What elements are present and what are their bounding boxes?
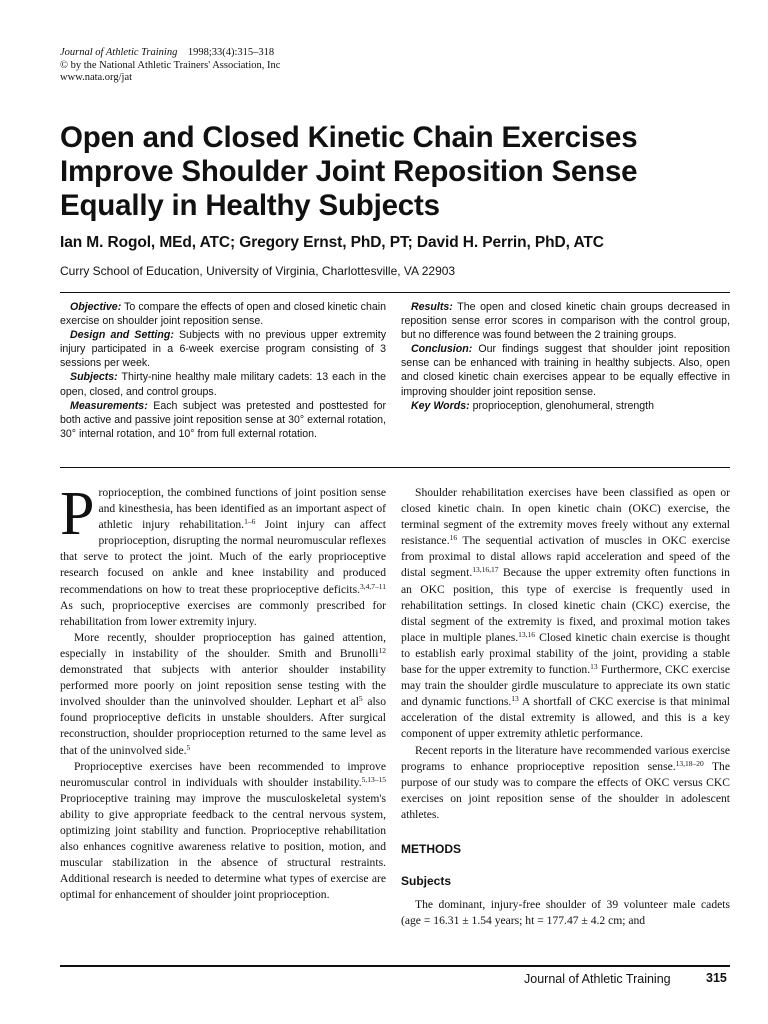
abstract-label: Key Words [411,399,467,412]
abstract-label: Design and Setting [70,329,171,342]
footer-rule [60,965,730,967]
abstract-label: Conclusion [411,343,469,356]
abstract-label: Results [411,301,450,313]
journal-url: www.nata.org/jat [60,72,133,83]
copyright: © by the National Athletic Trainers' Association, Inc [60,59,281,71]
affiliation: Curry School of Education, University of Virginia, Charlottesville, VA 22903 [60,264,456,278]
section-heading-methods: METHODS [401,841,461,856]
abstract-subjects: Subjects: Thirty-nine healthy male military cadets: 13 each in the open, closed, and control groups. [60,371,386,398]
intro-paragraph: Proprioception, the combined functions of joint position sense and kinesthesia, has been identified as an important aspect of athletic injury rehabilitation.$^{1-6}$ Joint injury can affect proprioception, disrupting the normal neuromuscular reflexes that serve to protect the joint. Much of the early proprioceptive research focused on ankle and knee instability and produced recommendations on how to treat these proprioceptive deficits.$^{3,4,7-11}$ As such, proprioceptive exercises are commonly prescribed for rehabilitation from lower extremity injury. [60,480,386,628]
title-line: Open and Closed Kinetic Chain Exercises [60,121,638,154]
abstract-label: Subjects [70,371,115,384]
abstract-right-column [401,300,730,413]
abstract-conclusion: Conclusion: Our findings suggest that shoulder joint reposition sense can be enhanced with training in healthy subjects. Also, open and closed kinetic chain exercises appear to be equally effective in improving shoulder joint reposition sense. [401,343,730,398]
abstract-label: Measurements [70,399,145,412]
abstract-top-rule [60,292,730,293]
abstract-left-column [60,300,386,441]
citation-line [60,47,280,60]
abstract-design: Design and Setting: Subjects with no previous upper extremity injury participated in a 6-week exercise program consisting of 3 sessions per week. [60,329,386,370]
masthead [60,47,280,85]
page-number: 315 [706,971,727,985]
authors: Ian M. Rogol, MEd, ATC; Gregory Ernst, PhD, PT; David H. Perrin, PhD, ATC [60,234,604,251]
body-paragraph: Shoulder rehabilitation exercises have been classified as open or closed kinetic chain. In open kinetic chain (OKC) exercise, the terminal segment of the extremity moves freely without any external resistance.$^{16}$ The sequential activation of muscles in OKC exercise from proximal to distal allows rapid acceleration and speed of the distal segment.$^{13,16,17}$ Because the upper extremity often functions in an OKC position, this type of exercise is frequently used in rehabilitation settings. In closed kinetic chain (CKC) exercise, the distal segment of the extremity is fixed, and proximal motion takes place in multiple planes.$^{13,16}$ Closed kinetic chain exercise is thought to establish early proximal stability of the joint, providing a stable base for the upper extremity to function.$^{13}$ Furthermore, CKC exercise may train the shoulder girdle musculature to appreciate its own static and dynamic functions.$^{13}$ A shortfall of CKC exercise is that minimal acceleration of the distal extremity is allowed, and this is a key component of upper extremity athletic performance. [401,486,731,741]
abstract-objective: Objective: To compare the effects of open and closed kinetic chain exercise on shoulder joint reposition sense. [60,301,386,328]
abstract-label: Objective [70,301,118,313]
body-paragraph: More recently, shoulder proprioception has gained attention, especially in instability of the shoulder. Smith and Brunolli$^{12}$ demonstrated that subjects with anterior shoulder instability performed more poorly on joint reposition sense testing with the involved shoulder than the uninvolved shoulder. Lephart et $al^5$ also found proprioceptive deficits in unstable shoulders. After surgical reconstruction, shoulder proprioception returned to the same level as that of the uninvolved side.$^5$ [60,630,386,757]
abstract-measurements: Measurements: Each subject was pretested and posttested for both active and passive joint reposition sense at 30° external rotation, 30° internal rotation, and 10° from full external rotation. [60,399,386,440]
body-paragraph: Proprioceptive exercises have been recommended to improve neuromuscular control in individuals with shoulder instability.$^{5,13-15}$ Proprioceptive training may improve the musculoskeletal system's ability to give appropriate feedback to the central nervous system, optimizing joint stability and function. Proprioceptive rehabilitation also enhances cognitive awareness relative to position, motion, and muscular stabilization in the absence of structural restraints. Additional research is needed to determine what types of exercise are optimal for enhancement of shoulder joint proprioception. [60,759,386,902]
title-line: Equally in Healthy Subjects [60,189,440,222]
abstract-keywords: Key Words: proprioception, glenohumeral, strength [411,399,655,412]
body-right-column [401,485,730,929]
abstract-bottom-rule [60,467,730,468]
subsection-heading-subjects: Subjects [401,874,452,889]
footer-journal-name: Journal of Athletic Training [524,972,671,986]
title-line: Improve Shoulder Joint Reposition Sense [60,155,638,188]
abstract-results: Results: The open and closed kinetic chain groups decreased in reposition sense error scores in comparison with the control group, but no difference was found between the 2 training groups. [401,301,730,342]
body-paragraph: Recent reports in the literature have recommended various exercise programs to enhance proprioceptive reposition sense.$^{13,18-20}$ The purpose of our study was to compare the effects of OKC versus CKC exercises on joint reposition sense of the shoulder in adolescent athletes. [401,743,730,821]
article-title [60,121,720,223]
journal-name: Journal of Athletic Training [60,47,178,58]
drop-cap: P [60,480,95,548]
citation: 1998;33(4):315–318 [187,47,275,58]
body-left-column [60,480,386,903]
body-paragraph: The dominant, injury-free shoulder of 39 volunteer male cadets (age = 16.31 ± 1.54 years; ht = 177.47 ± 4.2 cm; and [401,898,730,928]
